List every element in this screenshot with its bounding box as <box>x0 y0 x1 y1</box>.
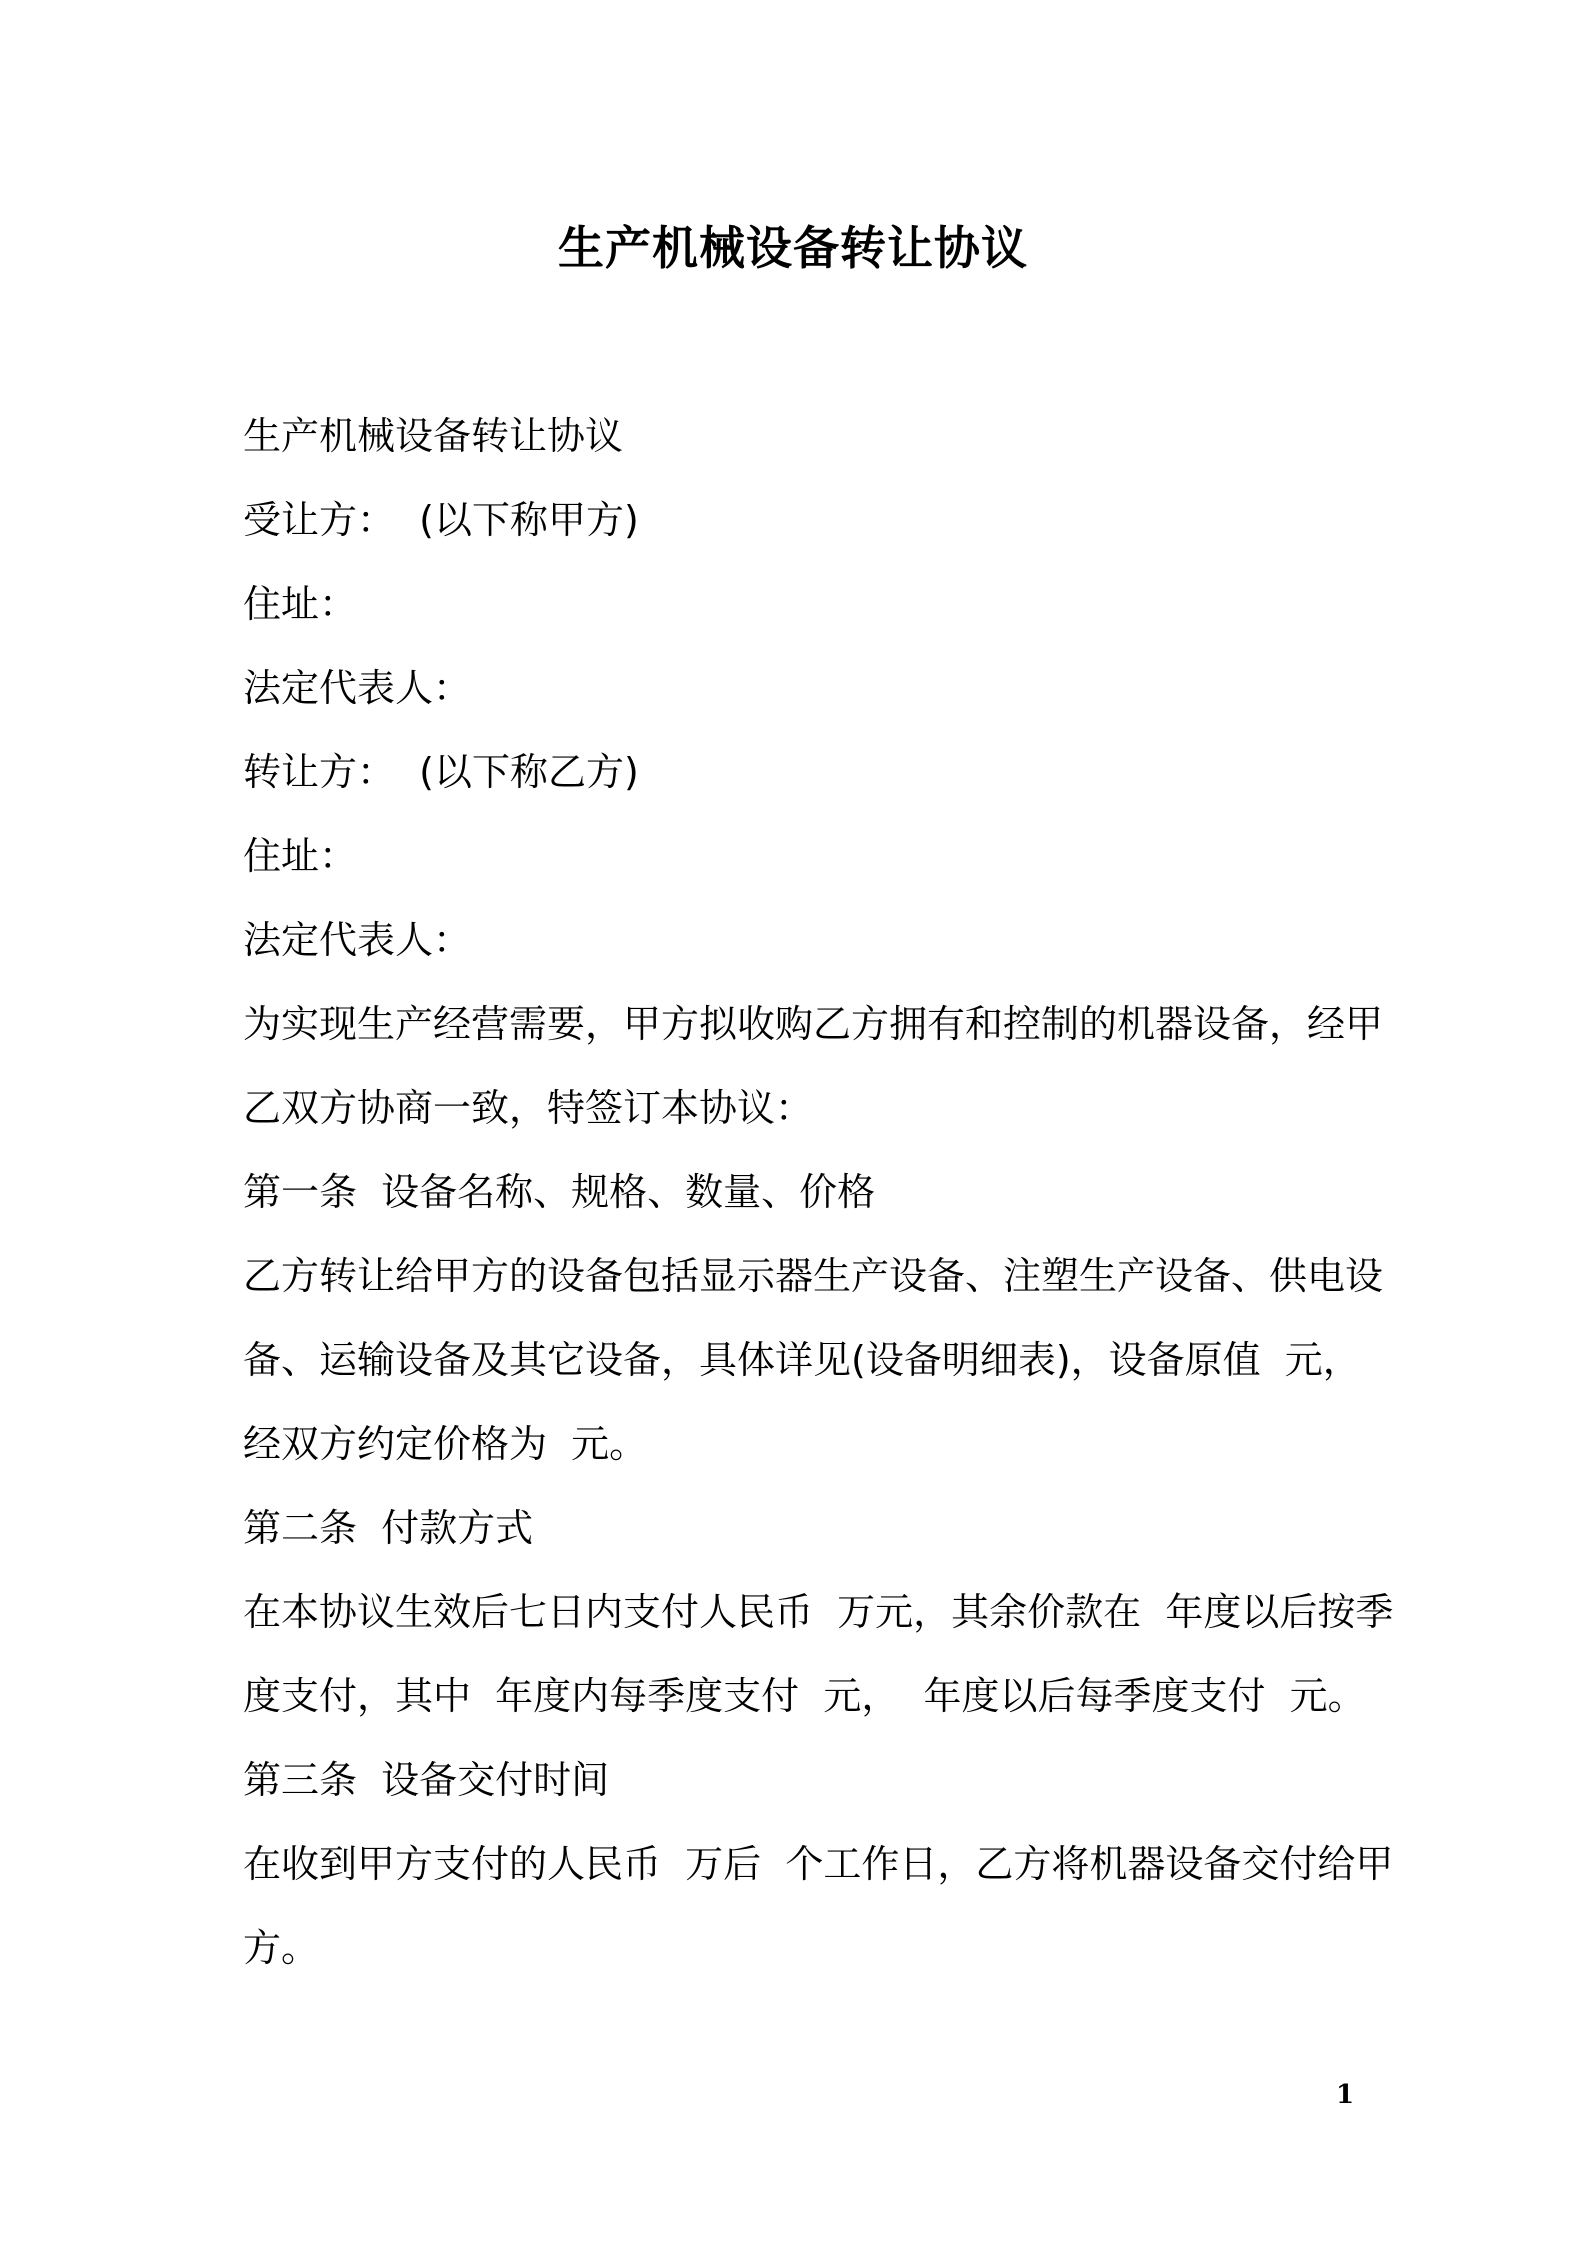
line-subtitle: 生产机械设备转让协议 <box>243 414 624 458</box>
line-transferor: 转让方： (以下称乙方) <box>243 750 639 794</box>
line-article-2-text-1: 在本协议生效后七日内支付人民币 万元，其余价款在 年度以后按季 <box>243 1590 1394 1634</box>
line-article-3-text-2: 方。 <box>243 1926 320 1970</box>
document-body <box>243 404 1394 2000</box>
line-preamble-1: 为实现生产经营需要，甲方拟收购乙方拥有和控制的机器设备，经甲 <box>243 1002 1384 1046</box>
line-transferor-address: 住址： <box>243 834 358 878</box>
line-article-1-heading: 第一条 设备名称、规格、数量、价格 <box>243 1170 876 1214</box>
line-transferee: 受让方： (以下称甲方) <box>243 498 639 542</box>
line-article-1-text-3: 经双方约定价格为 元。 <box>243 1422 648 1466</box>
line-article-1-text-2: 备、运输设备及其它设备，具体详见(设备明细表)，设备原值 元， <box>243 1338 1361 1382</box>
line-article-1-text-1: 乙方转让给甲方的设备包括显示器生产设备、注塑生产设备、供电设 <box>243 1254 1384 1298</box>
line-article-3-text-1: 在收到甲方支付的人民币 万后 个工作日，乙方将机器设备交付给甲 <box>243 1842 1394 1886</box>
page-number: 1 <box>1336 2080 1355 2110</box>
line-transferee-address: 住址： <box>243 582 358 626</box>
line-preamble-2: 乙双方协商一致，特签订本协议： <box>243 1086 814 1130</box>
line-article-2-text-2: 度支付，其中 年度内每季度支付 元， 年度以后每季度支付 元。 <box>243 1674 1366 1718</box>
line-article-2-heading: 第二条 付款方式 <box>243 1506 534 1550</box>
line-transferor-representative: 法定代表人： <box>243 918 472 962</box>
document-title: 生产机械设备转让协议 <box>558 221 1028 275</box>
line-transferee-representative: 法定代表人： <box>243 666 472 710</box>
line-article-3-heading: 第三条 设备交付时间 <box>243 1758 610 1802</box>
